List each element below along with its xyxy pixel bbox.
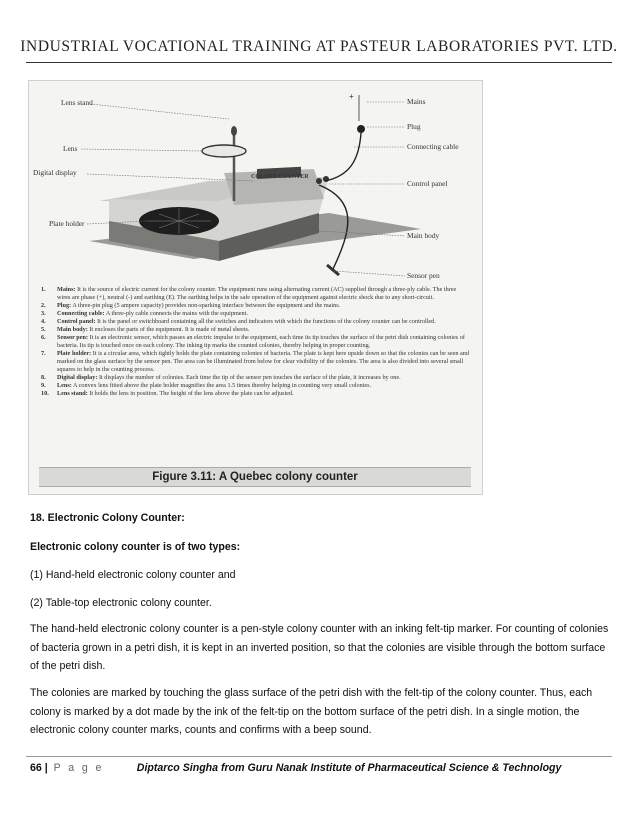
header-divider bbox=[26, 62, 612, 63]
figure-caption: Figure 3.11: A Quebec colony counter bbox=[39, 467, 471, 487]
mains-symbol: + bbox=[349, 92, 354, 101]
plug-graphic bbox=[357, 125, 365, 133]
page-footer bbox=[30, 762, 616, 774]
list-item: (2) Table-top electronic colony counter. bbox=[30, 597, 212, 609]
device-label: COLONY COUNTER bbox=[251, 174, 309, 180]
legend-item: 2. Plug: A three-pin plug (5 ampere capacity) provides non-sparking interface between the equipment and the mains. bbox=[41, 302, 341, 309]
callout-digital-display: Digital display bbox=[33, 168, 77, 177]
callout-mains: Mains bbox=[407, 97, 426, 106]
legend-item: 5. Main body: It encloses the parts of the equipment. It is made of metal sheets. bbox=[41, 326, 250, 333]
page-word: P a g e bbox=[53, 762, 104, 774]
footer-author: Diptarco Singha from Guru Nanak Institute of Pharmaceutical Science & Technology bbox=[136, 762, 562, 774]
callout-lens-stand: Lens stand bbox=[61, 98, 93, 107]
legend-item: 10. Lens stand: It holds the lens in position. The height of the lens above the plate can be adjusted. bbox=[41, 390, 294, 397]
legend-item: 1. Mains: It is the source of electric current for the colony counter. The equipment runs using alternating current (AC) supplied through a three-ply cable. The three wires are phase (+), neutral (-) and earthing (E). The earthing helps in the safe operation of the equipment against electric shock due to any short-circuit. bbox=[41, 286, 457, 301]
list-item: (1) Hand-held electronic colony counter and bbox=[30, 569, 236, 581]
footer-divider bbox=[26, 756, 612, 757]
legend-item: 7. Plate holder: It is a circular area, which tightly holds the plate containing colonies of bacteria. The plate is kept here upside down so that the colonies can be seen and marked on the glass surface by the sensor pen. The area can be illuminated from below for clear visibility of the colonies. The area is also divided into several small squares to help in the counting process. bbox=[41, 350, 469, 373]
figure-legend bbox=[41, 286, 471, 398]
sensor-pen-graphic bbox=[327, 265, 339, 275]
page-header-title: INDUSTRIAL VOCATIONAL TRAINING AT PASTEUR LABORATORIES PVT. LTD. bbox=[20, 38, 618, 55]
legend-item: 4. Control panel: It is the panel or switchboard containing all the switches and indicators with which the functions of the colony counter can be controlled. bbox=[41, 318, 436, 325]
subheading: Electronic colony counter is of two types: bbox=[30, 541, 241, 553]
callout-connecting-cable: Connecting cable bbox=[407, 142, 459, 151]
legend-item: 6. Sensor pen: It is an electronic sensor, which passes an electric impulse to the equipment, each time its tip touches the surface of the petri dish containing colonies of bacteria. Its tip is touched once on each colony. The inking tip marks the counted colonies, thereby helping in proper counting. bbox=[41, 334, 465, 349]
lens-graphic bbox=[202, 145, 246, 157]
legend-item: 8. Digital display: It displays the number of colonies. Each time the tip of the sensor pen touches the surface of the plate, it increases by one. bbox=[41, 374, 401, 381]
legend-item: 3. Connecting cable: A three-ply cable connects the mains with the equipment. bbox=[41, 310, 248, 317]
paragraph: The colonies are marked by touching the glass surface of the petri dish with the felt-tip of the colony counter. Thus, each colony is marked by a dot made by the ink of the felt-tip on the bottom surface of the petri dish. In a single motion, the electronic colony counter marks, counts and confirms with a beep sound. bbox=[30, 687, 593, 736]
figure-colony-counter bbox=[28, 80, 483, 495]
legend-item: 9. Lens: A convex lens fitted above the plate holder magnifies the area 1.5 times thereby helping in counting very small colonies. bbox=[41, 382, 372, 389]
callout-plug: Plug bbox=[407, 122, 421, 131]
callout-plate-holder: Plate holder bbox=[49, 219, 85, 228]
page-number: 66 | bbox=[30, 762, 48, 774]
paragraph: The hand-held electronic colony counter is a pen-style colony counter with an inking felt-tip marker. For counting of colonies of bacteria grown in a petri dish, it is kept in an inverted position, so that the colonies are visible through the bottom surface of the petri dish. bbox=[30, 623, 609, 672]
section-heading: 18. Electronic Colony Counter: bbox=[30, 512, 185, 524]
colony-counter-illustration bbox=[29, 81, 484, 281]
callout-lens: Lens bbox=[63, 144, 78, 153]
connecting-cable-graphic bbox=[325, 133, 361, 181]
callout-sensor-pen: Sensor pen bbox=[407, 271, 440, 280]
callout-main-body: Main body bbox=[407, 231, 440, 240]
callout-control-panel: Control panel bbox=[407, 179, 448, 188]
